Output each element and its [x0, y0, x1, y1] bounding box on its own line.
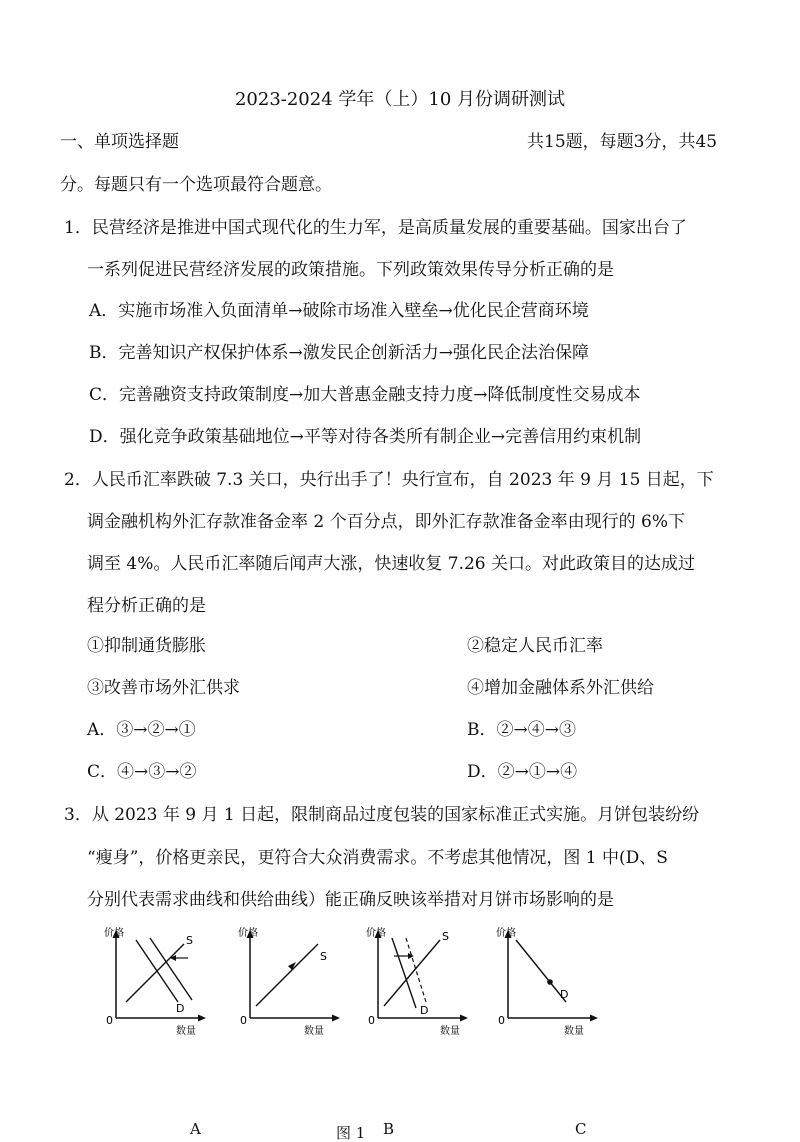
question-1-stem-line1: 1．民营经济是推进中国式现代化的生力军，是高质量发展的重要基础。国家出台了	[64, 218, 687, 238]
section-heading: 一、单项选择题	[60, 132, 179, 152]
figure-caption: 图 1	[336, 1124, 366, 1142]
question-2-stem-line4: 程分析正确的是	[87, 596, 206, 616]
curve-label-s: S	[320, 950, 327, 963]
curve-label-d: D	[420, 1004, 429, 1017]
origin-label: 0	[498, 1014, 505, 1027]
section-scoring: 共15题，每题3分，共45	[527, 132, 718, 152]
question-2-stem-line1: 2．人民币汇率跌破 7.3 关口，央行出手了！央行宣布，自 2023 年 9 月 15 日起，下	[64, 470, 714, 490]
question-3-stem-line2: “瘦身”，价格更亲民，更符合大众消费需求。不考虑其他情况，图 1 中(D、S	[87, 848, 668, 868]
y-axis-label: 价格	[366, 928, 386, 939]
origin-label: 0	[106, 1014, 113, 1027]
question-2-item-4: ④增加金融体系外汇供给	[467, 678, 654, 698]
question-2-item-3: ③改善市场外汇供求	[87, 678, 240, 698]
supply-curve	[126, 944, 184, 1002]
page-title: 2023-2024 学年（上）10 月份调研测试	[234, 89, 566, 110]
graph-c	[484, 922, 604, 1042]
section-scoring-cont: 分。每题只有一个选项最符合题意。	[60, 175, 332, 195]
question-3-stem-line3: 分别代表需求曲线和供给曲线）能正确反映该举措对月饼市场影响的是	[87, 890, 614, 910]
question-2-stem-line3: 调至 4%。人民币汇率随后闻声大涨，快速收复 7.26 关口。对此政策目的达成过	[87, 554, 696, 574]
x-axis-arrow	[198, 1015, 206, 1022]
y-axis-label: 价格	[496, 928, 516, 939]
x-axis-arrow	[332, 1015, 340, 1022]
question-2-stem-line2: 调金融机构外汇存款准备金率 2 个百分点，即外汇存款准备金率由现行的 6%下	[87, 512, 685, 532]
graph-a-svg	[92, 922, 212, 1042]
graph-b	[354, 922, 474, 1042]
curve-label-d: D	[560, 988, 569, 1001]
question-1-option-a: A．实施市场准入负面清单→破除市场准入壁垒→优化民企营商环境	[89, 301, 589, 321]
question-1-stem-line2: 一系列促进民营经济发展的政策措施。下列政策效果传导分析正确的是	[87, 260, 614, 280]
question-2-item-2: ②稳定人民币汇率	[467, 636, 603, 656]
x-axis-label: 数量	[304, 1026, 324, 1037]
graph-2	[226, 922, 346, 1042]
supply-curve	[256, 944, 318, 1006]
origin-label: 0	[240, 1014, 247, 1027]
question-2-option-a: A．③→②→①	[87, 720, 196, 740]
question-2-option-d: D．②→①→④	[467, 762, 578, 782]
graph-2-svg	[226, 922, 346, 1042]
curve-label-d: D	[176, 1002, 185, 1015]
demand-curve-2	[406, 938, 426, 1002]
movement-arrowhead	[288, 962, 296, 970]
question-2-option-c: C．④→③→②	[87, 762, 197, 782]
x-axis-arrow	[590, 1015, 598, 1022]
y-axis-label: 价格	[104, 928, 124, 939]
graph-a	[92, 922, 212, 1042]
question-1-option-d: D．强化竞争政策基础地位→平等对待各类所有制企业→完善信用约束机制	[89, 427, 642, 447]
question-1-option-b: B．完善知识产权保护体系→激发民企创新活力→强化民企法治保障	[89, 343, 589, 363]
demand-curve	[516, 940, 569, 1002]
curve-label-s: S	[442, 930, 449, 943]
x-axis-label: 数量	[440, 1026, 460, 1037]
question-1-option-c: C．完善融资支持政策制度→加大普惠金融支持力度→降低制度性交易成本	[89, 385, 641, 405]
graph-b-option-label: B	[383, 1120, 395, 1138]
question-2-option-b: B．②→④→③	[467, 720, 576, 740]
graph-a-option-label: A	[190, 1120, 201, 1138]
graph-c-option-label: C	[575, 1120, 587, 1138]
graph-b-svg	[354, 922, 474, 1042]
x-axis-label: 数量	[564, 1026, 584, 1037]
x-axis-arrow	[460, 1015, 468, 1022]
question-2-item-1: ①抑制通货膨胀	[87, 636, 206, 656]
curve-label-s: S	[186, 934, 193, 947]
x-axis-label: 数量	[176, 1026, 196, 1037]
y-axis-label: 价格	[238, 928, 258, 939]
origin-label: 0	[368, 1014, 375, 1027]
graph-c-svg	[484, 922, 604, 1042]
equilibrium-point	[547, 979, 553, 985]
question-3-stem-line1: 3．从 2023 年 9 月 1 日起，限制商品过度包装的国家标准正式实施。月饼包装纷纷	[64, 805, 700, 825]
